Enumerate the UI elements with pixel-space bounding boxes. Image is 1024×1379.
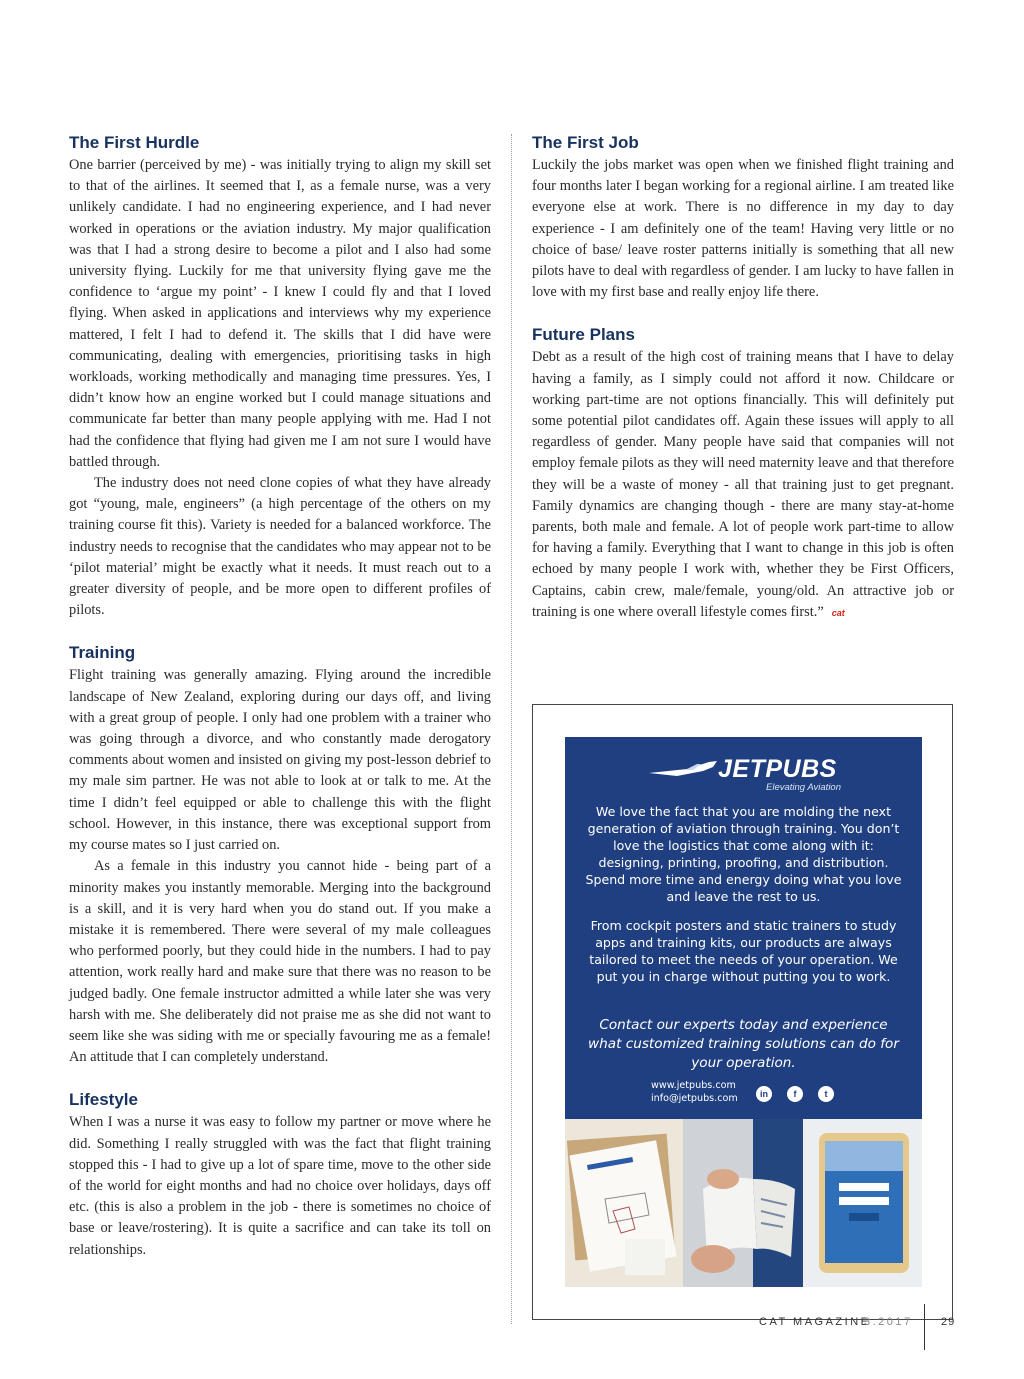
section-heading-first-hurdle: The First Hurdle xyxy=(69,133,200,152)
email-link[interactable]: info@jetpubs.com xyxy=(651,1093,738,1104)
ad-call-to-action: Contact our experts today and experience what customized training solutions can do for your operation. xyxy=(588,1017,899,1071)
jetpubs-advertisement[interactable] xyxy=(565,737,922,1287)
ad-photo-strip xyxy=(565,1119,922,1287)
manual-in-hands-photo xyxy=(683,1119,803,1287)
column-divider xyxy=(511,134,512,1324)
ad-paragraph: From cockpit posters and static trainers to study apps and training kits, our products are always tailored to meet the needs of your operation. We put you in charge without putting you to work. xyxy=(589,918,898,984)
tablet-app-photo xyxy=(803,1119,922,1287)
paragraph: Luckily the jobs market was open when we finished flight training and four months later I began working for a regional airline. I am treated like everyone else at work. There is no difference in my day to day experience - I am definitely one of the team! Having very little or no choice of base/ leave roster patterns initially is something that all new pilots have to deal with regardless of gender. I am lucky to have fallen in love with my first base and really enjoy life there. xyxy=(532,157,954,301)
paragraph xyxy=(532,347,954,624)
section-heading-first-job: The First Job xyxy=(532,133,639,152)
paragraph-text: Debt as a result of the high cost of training means that I have to delay having a family, as I simply could not afford it now. Childcare or working part-time are not options financially. This will definitely put some potential pilot candidates off. Again these issues will apply to all regardless of gender. Many people have said that companies will not employ female pilots as they will need maternity leave and that therefore they will be a waste of money - all that training just to get pregnant. Family dynamics are changing though - there are many stay-at-home parents, both male and female. A lot of people work part-time to allow for having a family. Everything that I want to change in this job is often echoed by many people I work with, whether they be First Officers, Captains, cabin crew, male/female, young/old. An attractive job or training is one where overall lifestyle comes first.” xyxy=(532,349,954,620)
ad-contact xyxy=(651,1079,738,1105)
paragraph: As a female in this industry you cannot hide - being part of a minority makes you instantly memorable. Merging into the background is a skill, and it is very hard when you do stand out. If you make a mistake it is remembered. There were several of my male colleagues who performed poorly, but they could hide in the numbers. I had to pay attention, work really hard and make sure that there was no reason to be judged badly. One female instructor admitted a while later she was very harsh with me. She deliberately did not praise me as she did not want to seem like she was siding with me or specially favouring me as a female! An attitude that I can completely understand. xyxy=(69,858,491,1066)
jetpubs-logo xyxy=(565,755,922,795)
paragraph: When I was a nurse it was easy to follow my partner or move where he did. Something I really struggled with was the fact that flight training stopped this - I had to give up a lot of spare time, move to the other side of the world for eight months and had no choice over holidays, days off etc. (this is also a problem in the job - there is sometimes no choice of base or leave/rostering). It is quite a sacrifice and can take its toll on relationships. xyxy=(69,1114,491,1258)
section-heading-training: Training xyxy=(69,643,136,663)
advertisement-frame xyxy=(532,704,953,1320)
facebook-icon[interactable]: f xyxy=(787,1086,803,1102)
footer-rule xyxy=(924,1304,925,1350)
section-heading-future-plans: Future Plans xyxy=(532,325,635,345)
right-column xyxy=(532,132,954,624)
paragraph: Flight training was generally amazing. Flying around the incredible landscape of New Zealand, exploring during our days off, and living with a great group of people. I only had one problem with a trainer who was going through a divorce, and who constantly made derogatory comments about women and insisted on giving my post-lesson debrief to my male sim partner. He was not able to look at or talk to me. At the time I didn’t feel equipped or able to challenge this with the flight school. However, in this instance, there was exceptional support from my course mates so I just carried on. xyxy=(69,667,491,854)
footer-issue: 3.2017 xyxy=(864,1316,913,1328)
linkedin-icon[interactable]: in xyxy=(756,1086,772,1102)
section-heading-lifestyle: Lifestyle xyxy=(69,1090,138,1110)
footer-magazine-name: CAT MAGAZINE xyxy=(759,1316,871,1328)
page-number: 29 xyxy=(941,1316,956,1328)
logo-text: JETPUBS xyxy=(718,755,837,783)
paragraph: The industry does not need clone copies of what they have already got “young, male, engineers” (a high percentage of the others on my training course fit this). Variety is needed for a balanced workforce. The industry needs to recognise that the candidates who may appear not to be ‘pilot material’ might be exactly what it needs. It must reach out to a greater diversity of people, and be more open to different profiles of pilots. xyxy=(69,475,491,619)
training-kit-photo xyxy=(565,1119,683,1287)
logo-tagline: Elevating Aviation xyxy=(766,782,841,793)
end-mark: cat xyxy=(831,607,845,618)
left-column xyxy=(69,132,491,1261)
jet-plane-icon xyxy=(647,759,719,781)
website-link[interactable]: www.jetpubs.com xyxy=(651,1080,736,1091)
twitter-icon[interactable]: t xyxy=(818,1086,834,1102)
paragraph: One barrier (perceived by me) - was initially trying to align my skill set to that of the airlines. It seemed that I, as a female nurse, was a very unlikely candidate. I had no engineering experience, and I had never worked in operations or the aviation industry. My major qualification was that I had a strong desire to become a pilot and I also had some university flying. Luckily for me that university flying gave me the confidence to ‘argue my point’ - I knew I could fly and that I loved flying. When asked in applications and interviews why my experience mattered, I felt I had to defend it. The skills that I did have were communicating, dealing with emergencies, prioritising tasks in high workloads, working methodically and managing time pressures. Yes, I didn’t know how an engine worked but I could manage situations and communicate far better than many people applying with me. Had I not had the confidence that flying had given me I am not sure I would have battled through. xyxy=(69,157,491,470)
ad-paragraph: We love the fact that you are molding the next generation of aviation through training. You don’t love the logistics that come along with it: designing, printing, proofing, and distribution. Spend more time and energy doing what you love and leave the rest to us. xyxy=(585,804,902,904)
